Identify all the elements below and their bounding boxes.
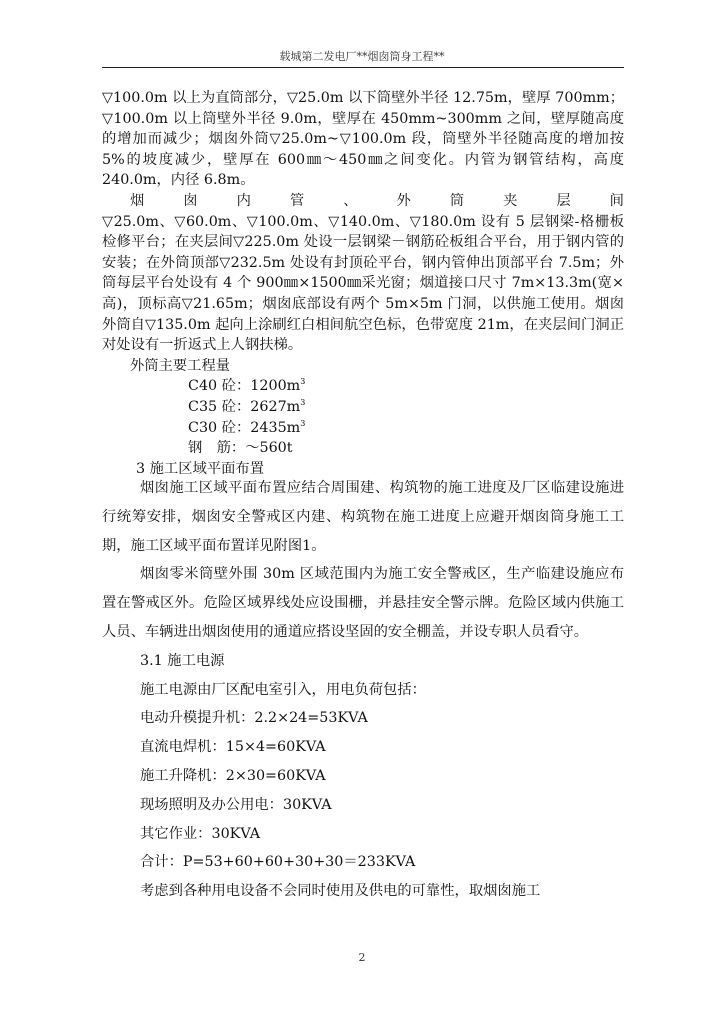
page-header: 载城第二发电厂**烟囱筒身工程**	[279, 50, 445, 63]
paragraph-safety-zone: 烟囱零米筒壁外围 30m 区域范围内为施工安全警戒区，生产临建设施应布置在警戒区外。危险区域界线处应设围栅，并悬挂安全警示牌。危险区域内供施工人员、车辆进出烟囱使用的通道应搭设坚固的安全棚盖，并设专职人员看守。	[102, 566, 624, 640]
power-item: 施工升降机：2×30=60KVA	[140, 767, 326, 784]
page-number: 2	[358, 951, 366, 964]
spaced-char: 内	[236, 192, 251, 209]
spaced-char: 层	[556, 192, 571, 209]
power-item: 现场照明及办公用电：30KVA	[140, 796, 332, 813]
power-intro: 施工电源由厂区配电室引入，用电负荷包括：	[140, 681, 426, 698]
quantity-row: 钢 筋：～560t	[188, 440, 293, 457]
spaced-char: 囱	[183, 192, 198, 209]
loose-text-block	[102, 474, 624, 906]
quantity-row: C35 砼：$2627m^3$	[188, 398, 306, 415]
power-total: 合计：P=53+60+60+30+30＝233KVA	[140, 854, 416, 871]
spaced-char: 夹	[503, 192, 518, 209]
quantity-heading: 外筒主要工程量	[130, 357, 231, 374]
spaced-char: 、	[343, 192, 358, 209]
spaced-char: 筒	[449, 192, 465, 209]
dense-text-block	[102, 88, 624, 479]
last-line: 考虑到各种用电设备不会同时使用及供电的可靠性，取烟囱施工	[140, 883, 541, 900]
paragraph-platforms: ▽25.0m、▽60.0m、▽100.0m、▽140.0m、▽180.0m 设有 5 层钢梁-格栅板检修平台；在夹层间▽225.0m 处设一层钢梁－钢筋砼板组合平台，用于钢内管的安装；在外筒顶部▽232.5m 处设有封顶砼平台，钢内管伸出顶部平台 7.5m；外筒每层平台处设有 4 个 900㎜×1500㎜采光窗；烟道接口尺寸 7m×13.3m(宽×高)，顶标高▽21.65m；烟囱底部设有两个 5m×5m 门洞，以供施工使用。烟囱外筒自▽135.0m 起向上涂刷红白相间航空色标，色带宽度 21m，在夹层间门洞正对处设有一折返式上人钢扶梯。	[102, 213, 624, 354]
spaced-line	[102, 191, 624, 212]
subsection-title: 3.1 施工电源	[140, 652, 225, 669]
power-item: 电动升模提升机：2.2×24=53KVA	[140, 710, 368, 727]
quantity-row: C40 砼：$1200m^3$	[188, 377, 306, 395]
spaced-char: 管	[289, 192, 305, 209]
section-title: 3 施工区域平面布置	[136, 460, 265, 477]
spaced-char: 外	[396, 192, 411, 209]
power-item: 其它作业：30KVA	[140, 825, 261, 842]
header-rule	[102, 67, 624, 68]
spaced-char: 烟	[130, 192, 145, 209]
paragraph-layout: 烟囱施工区域平面布置应结合周围建、构筑物的施工进度及厂区临建设施进行统筹安排，烟囱安全警戒区内建、构筑物在施工进度上应避开烟囱筒身施工工期，施工区域平面布置详见附图1。	[102, 480, 624, 554]
paragraph-structure: ▽100.0m 以上为直筒部分，▽25.0m 以下筒壁外半径 12.75m，壁厚 700mm；▽100.0m 以上筒壁外半径 9.0m，壁厚在 450mm~300mm 之间，壁厚随高度的增加而减少；烟囱外筒▽25.0m~▽100.0m 段，筒壁外半径随高度的增加按 5%的坡度减少，壁厚在 600㎜～450㎜之间变化。内管为钢管结构，高度 240.0m，内径 6.8m。	[102, 90, 624, 189]
spaced-char: 间	[609, 192, 624, 209]
quantity-row: C30 砼：$2435m^3$	[188, 418, 306, 436]
power-item: 直流电焊机：15×4=60KVA	[140, 739, 326, 756]
